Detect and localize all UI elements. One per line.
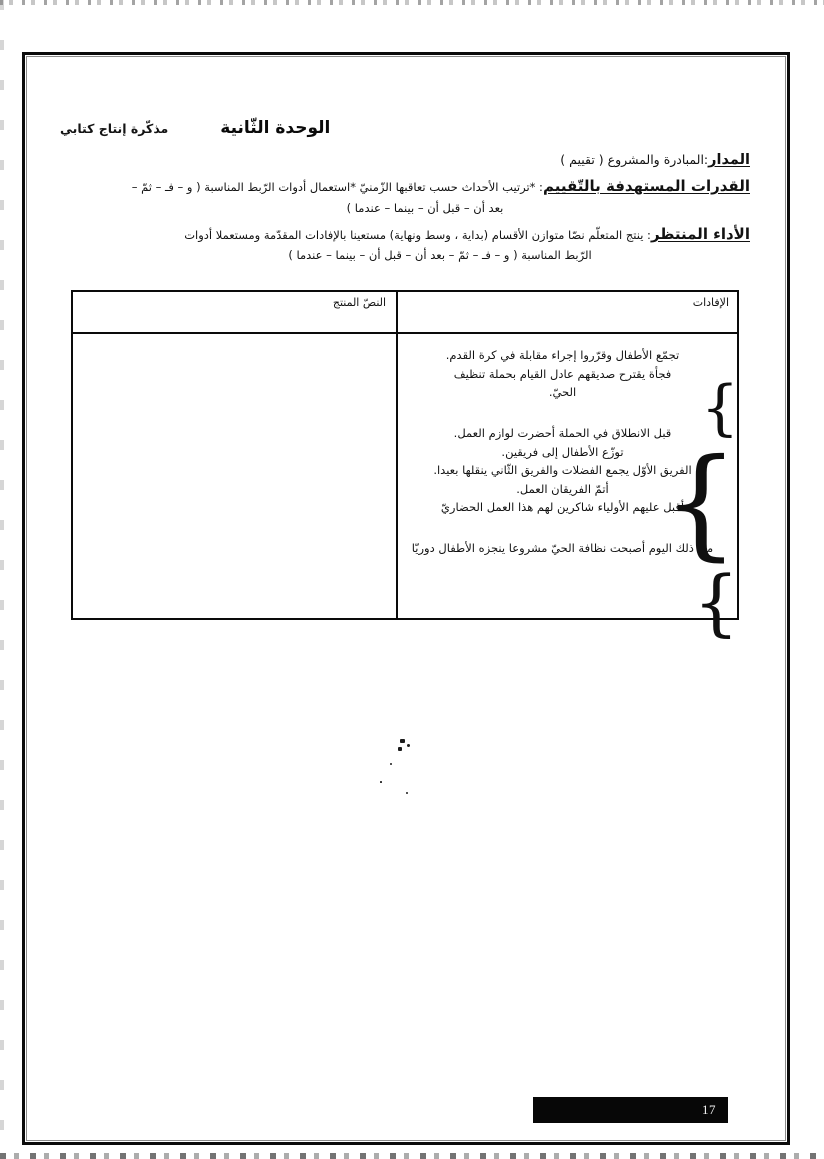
information-line: الحيّ. xyxy=(548,385,577,400)
scan-speck xyxy=(407,744,410,747)
scan-speck xyxy=(398,747,402,751)
information-line: تجمّع الأطفال وقرّروا إجراء مقابلة في كرة القدم. xyxy=(445,348,680,362)
produced-text-answer-area[interactable] xyxy=(73,334,396,620)
information-line: توزّع الأطفال إلى فريقين. xyxy=(501,444,624,459)
capabilities-value-continuation: بعد أن – قبل أن – بينما – عندما ) xyxy=(346,200,504,215)
information-block xyxy=(398,424,727,517)
column-header-information: الإفادات xyxy=(692,296,729,309)
document-header xyxy=(60,118,740,138)
scan-edge-artifact-top xyxy=(0,0,824,5)
capabilities-line xyxy=(60,175,750,198)
capabilities-value: : *ترتيب الأحداث حسب تعاقبها الزّمنيّ *استعمال أدوات الرّبط المناسبة ( و – فـ – ثمّ – xyxy=(131,180,543,195)
domain-value: :المبادرة والمشروع ( تقييم ) xyxy=(560,152,709,167)
information-block xyxy=(398,346,727,402)
scan-speck xyxy=(406,792,408,794)
expected-performance-value-continuation: الرّبط المناسبة ( و – فـ – ثمّ – بعد أن – قبل أن – بينما – عندما ) xyxy=(288,248,592,263)
information-line: أتمّ الفريقان العمل. xyxy=(516,481,609,496)
expected-performance-value: : ينتج المتعلّم نصّا متوازن الأقسام (بداية ، وسط ونهاية) مستعينا بالإفادات المقدّمة ومستعملا أدوات xyxy=(184,227,651,242)
information-line: منذ ذلك اليوم أصبحت نظافة الحيّ مشروعا ينجزه الأطفال دوريّا xyxy=(411,541,714,555)
brace-mark-icon-2: } xyxy=(662,434,739,573)
expected-performance-label: الأداء المنتظر xyxy=(650,224,750,243)
domain-line xyxy=(60,150,750,171)
memo-label: مذكّرة إنتاج كتابي xyxy=(60,121,169,136)
lesson-meta-block xyxy=(60,150,750,265)
information-line: الفريق الأوّل يجمع الفضلات والفريق الثّاني ينقلها بعيدا. xyxy=(433,463,692,478)
page-number: 17 xyxy=(702,1102,716,1117)
information-line: فجأة يقترح صديقهم عادل القيام بحملة تنظيف xyxy=(453,366,672,381)
information-line: أقبل عليهم الأولياء شاكرين لهم هذا العمل الحضاريّ xyxy=(440,500,685,515)
unit-title: الوحدة الثّانية xyxy=(220,118,331,138)
scan-speck xyxy=(380,781,382,783)
worksheet-table xyxy=(71,290,739,644)
information-column-cell xyxy=(392,334,739,644)
page-number-plate xyxy=(533,1097,728,1123)
scan-edge-artifact-bottom xyxy=(0,1153,824,1159)
scan-speck xyxy=(400,739,405,743)
scan-edge-artifact-left xyxy=(0,0,4,1159)
information-block xyxy=(398,539,727,558)
expected-performance-line xyxy=(60,223,750,246)
brace-mark-icon-3: } xyxy=(693,560,739,644)
information-line: قبل الانطلاق في الحملة أحضرت لوازم العمل. xyxy=(453,425,672,440)
scan-speck xyxy=(390,763,392,765)
capabilities-label: القدرات المستهدفة بالتّقييم xyxy=(542,177,750,196)
domain-label: المدار xyxy=(708,152,750,168)
brace-mark-icon-1: } xyxy=(700,373,739,443)
column-header-produced-text: النصّ المنتج xyxy=(332,296,387,309)
table-header-row xyxy=(73,292,737,334)
